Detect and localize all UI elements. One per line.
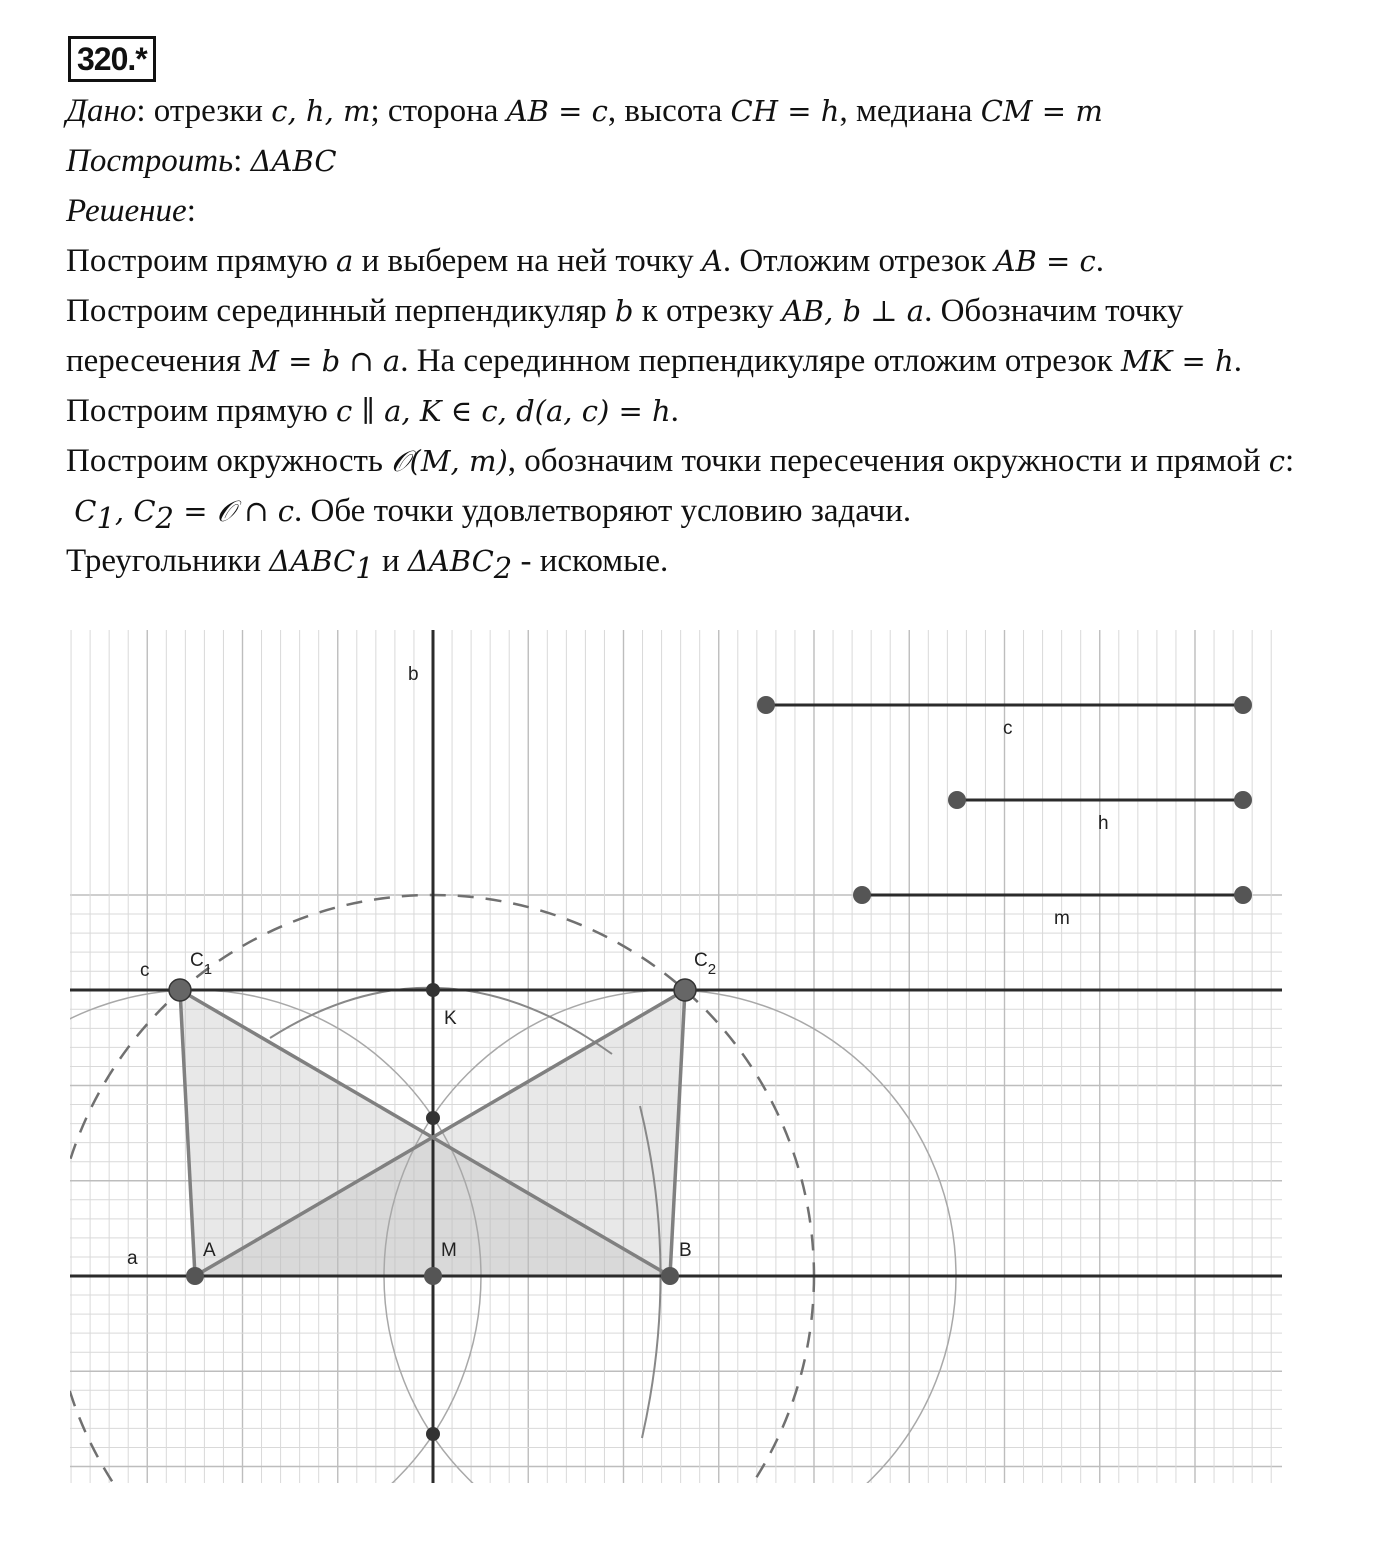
step-text: . На серединном перпендикуляре отложим отрезок	[400, 343, 1121, 379]
segment-m-start	[853, 886, 871, 904]
label-point-k: K	[444, 1008, 457, 1029]
step-text: пересечения	[66, 343, 250, 379]
step-math: AB, b ⊥ a	[781, 294, 925, 328]
step-1	[66, 236, 1386, 286]
step-text: .	[1095, 243, 1105, 279]
point-a	[186, 1267, 204, 1285]
label-point-c2	[694, 950, 716, 978]
given-median: CM = m	[980, 94, 1103, 128]
construct-label: Построить	[66, 143, 234, 179]
label-line-c: c	[140, 960, 150, 981]
step-math: ΔABC	[269, 544, 356, 578]
point-intersect-upper	[426, 1111, 440, 1125]
given-colon: :	[136, 93, 146, 129]
step-math: M = b ∩ a	[249, 344, 401, 378]
given-label: Дано	[66, 93, 137, 129]
point-c2	[674, 979, 696, 1001]
step-5	[66, 436, 1386, 486]
step-text: Построим прямую	[66, 393, 337, 429]
segment-m-end	[1234, 886, 1252, 904]
step-text: Построим серединный перпендикуляр	[66, 293, 615, 329]
construct-colon: :	[233, 143, 243, 179]
step-text: и	[373, 543, 408, 579]
segment-c-start	[757, 696, 775, 714]
given-text: отрезки	[145, 93, 272, 129]
segment-c-end	[1234, 696, 1252, 714]
step-math: AB = c	[994, 244, 1096, 278]
step-math: C	[133, 494, 156, 528]
given-segments: c, h, m	[271, 94, 371, 128]
construct-target: ΔABC	[250, 144, 337, 178]
step-text: :	[1285, 443, 1295, 479]
step-subscript: 2	[155, 501, 174, 535]
point-b	[661, 1267, 679, 1285]
step-text: к отрезку	[633, 293, 782, 329]
step-subscript: 1	[355, 551, 374, 585]
step-math: = 𝒪 ∩ c	[174, 494, 294, 528]
arc-k-mark	[270, 988, 612, 1054]
step-math: A	[701, 244, 723, 278]
step-text: .	[670, 393, 679, 429]
step-text: - искомые.	[512, 543, 669, 579]
step-math: 𝒪(M, m)	[391, 444, 508, 478]
given-text: , высота	[607, 93, 731, 129]
step-subscript: 1	[96, 501, 115, 535]
solution-label: Решение	[66, 193, 187, 229]
segment-h-end	[1234, 791, 1252, 809]
label-c1-letter: C	[190, 950, 204, 971]
step-text: и выберем на ней точку	[353, 243, 702, 279]
segment-h-start	[948, 791, 966, 809]
step-4	[66, 386, 1386, 436]
step-math: b	[614, 294, 634, 328]
solution-text	[66, 86, 1386, 586]
label-segment-c: c	[1003, 718, 1013, 739]
given-line	[66, 86, 1386, 136]
step-text: Построим окружность	[66, 443, 392, 479]
step-3	[66, 336, 1386, 386]
step-2	[66, 286, 1386, 336]
step-subscript: 2	[493, 551, 513, 585]
step-text: , обозначим точки пересечения окружности и прямой	[507, 443, 1269, 479]
given-text: , медиана	[839, 93, 981, 129]
construction-figure	[0, 600, 1400, 1500]
given-side: AB = c	[506, 94, 608, 128]
point-c1	[169, 979, 191, 1001]
label-segment-h: h	[1098, 813, 1109, 834]
point-k	[426, 983, 440, 997]
step-text: Треугольники	[66, 543, 270, 579]
step-text: . Обозначим точку	[924, 293, 1184, 329]
step-6	[66, 486, 1386, 536]
step-text: .	[1233, 343, 1242, 379]
label-c2-subscript: 2	[707, 961, 717, 978]
step-math: ΔABC	[407, 544, 494, 578]
given-text: ; сторона	[370, 93, 507, 129]
label-c1-subscript: 1	[203, 961, 213, 978]
point-intersect-lower	[426, 1427, 440, 1441]
label-point-b: B	[679, 1240, 692, 1261]
label-c2-letter: C	[694, 950, 708, 971]
step-math: C	[74, 494, 97, 528]
step-math: ,	[114, 494, 134, 528]
label-point-m: M	[441, 1240, 457, 1261]
task-number: 320.*	[68, 36, 156, 82]
point-m	[424, 1267, 442, 1285]
step-text: . Обе точки удовлетворяют условию задачи.	[293, 493, 912, 529]
construction-area	[0, 630, 1282, 1500]
step-text: Построим прямую	[66, 243, 337, 279]
step-math: MK = h	[1120, 344, 1234, 378]
solution-colon: :	[186, 193, 196, 229]
step-math: c ∥ a, K ∈ c, d(a, c) = h	[336, 394, 671, 428]
label-segment-m: m	[1054, 908, 1070, 929]
construct-line	[66, 136, 1386, 186]
label-point-a: A	[203, 1240, 216, 1261]
label-line-a: a	[127, 1248, 138, 1269]
label-line-b: b	[408, 664, 419, 685]
step-text: . Отложим отрезок	[722, 243, 995, 279]
step-7	[66, 536, 1386, 586]
step-math: c	[1268, 444, 1285, 478]
step-math: a	[336, 244, 354, 278]
solution-heading	[66, 186, 1386, 236]
given-height: CH = h	[730, 94, 840, 128]
